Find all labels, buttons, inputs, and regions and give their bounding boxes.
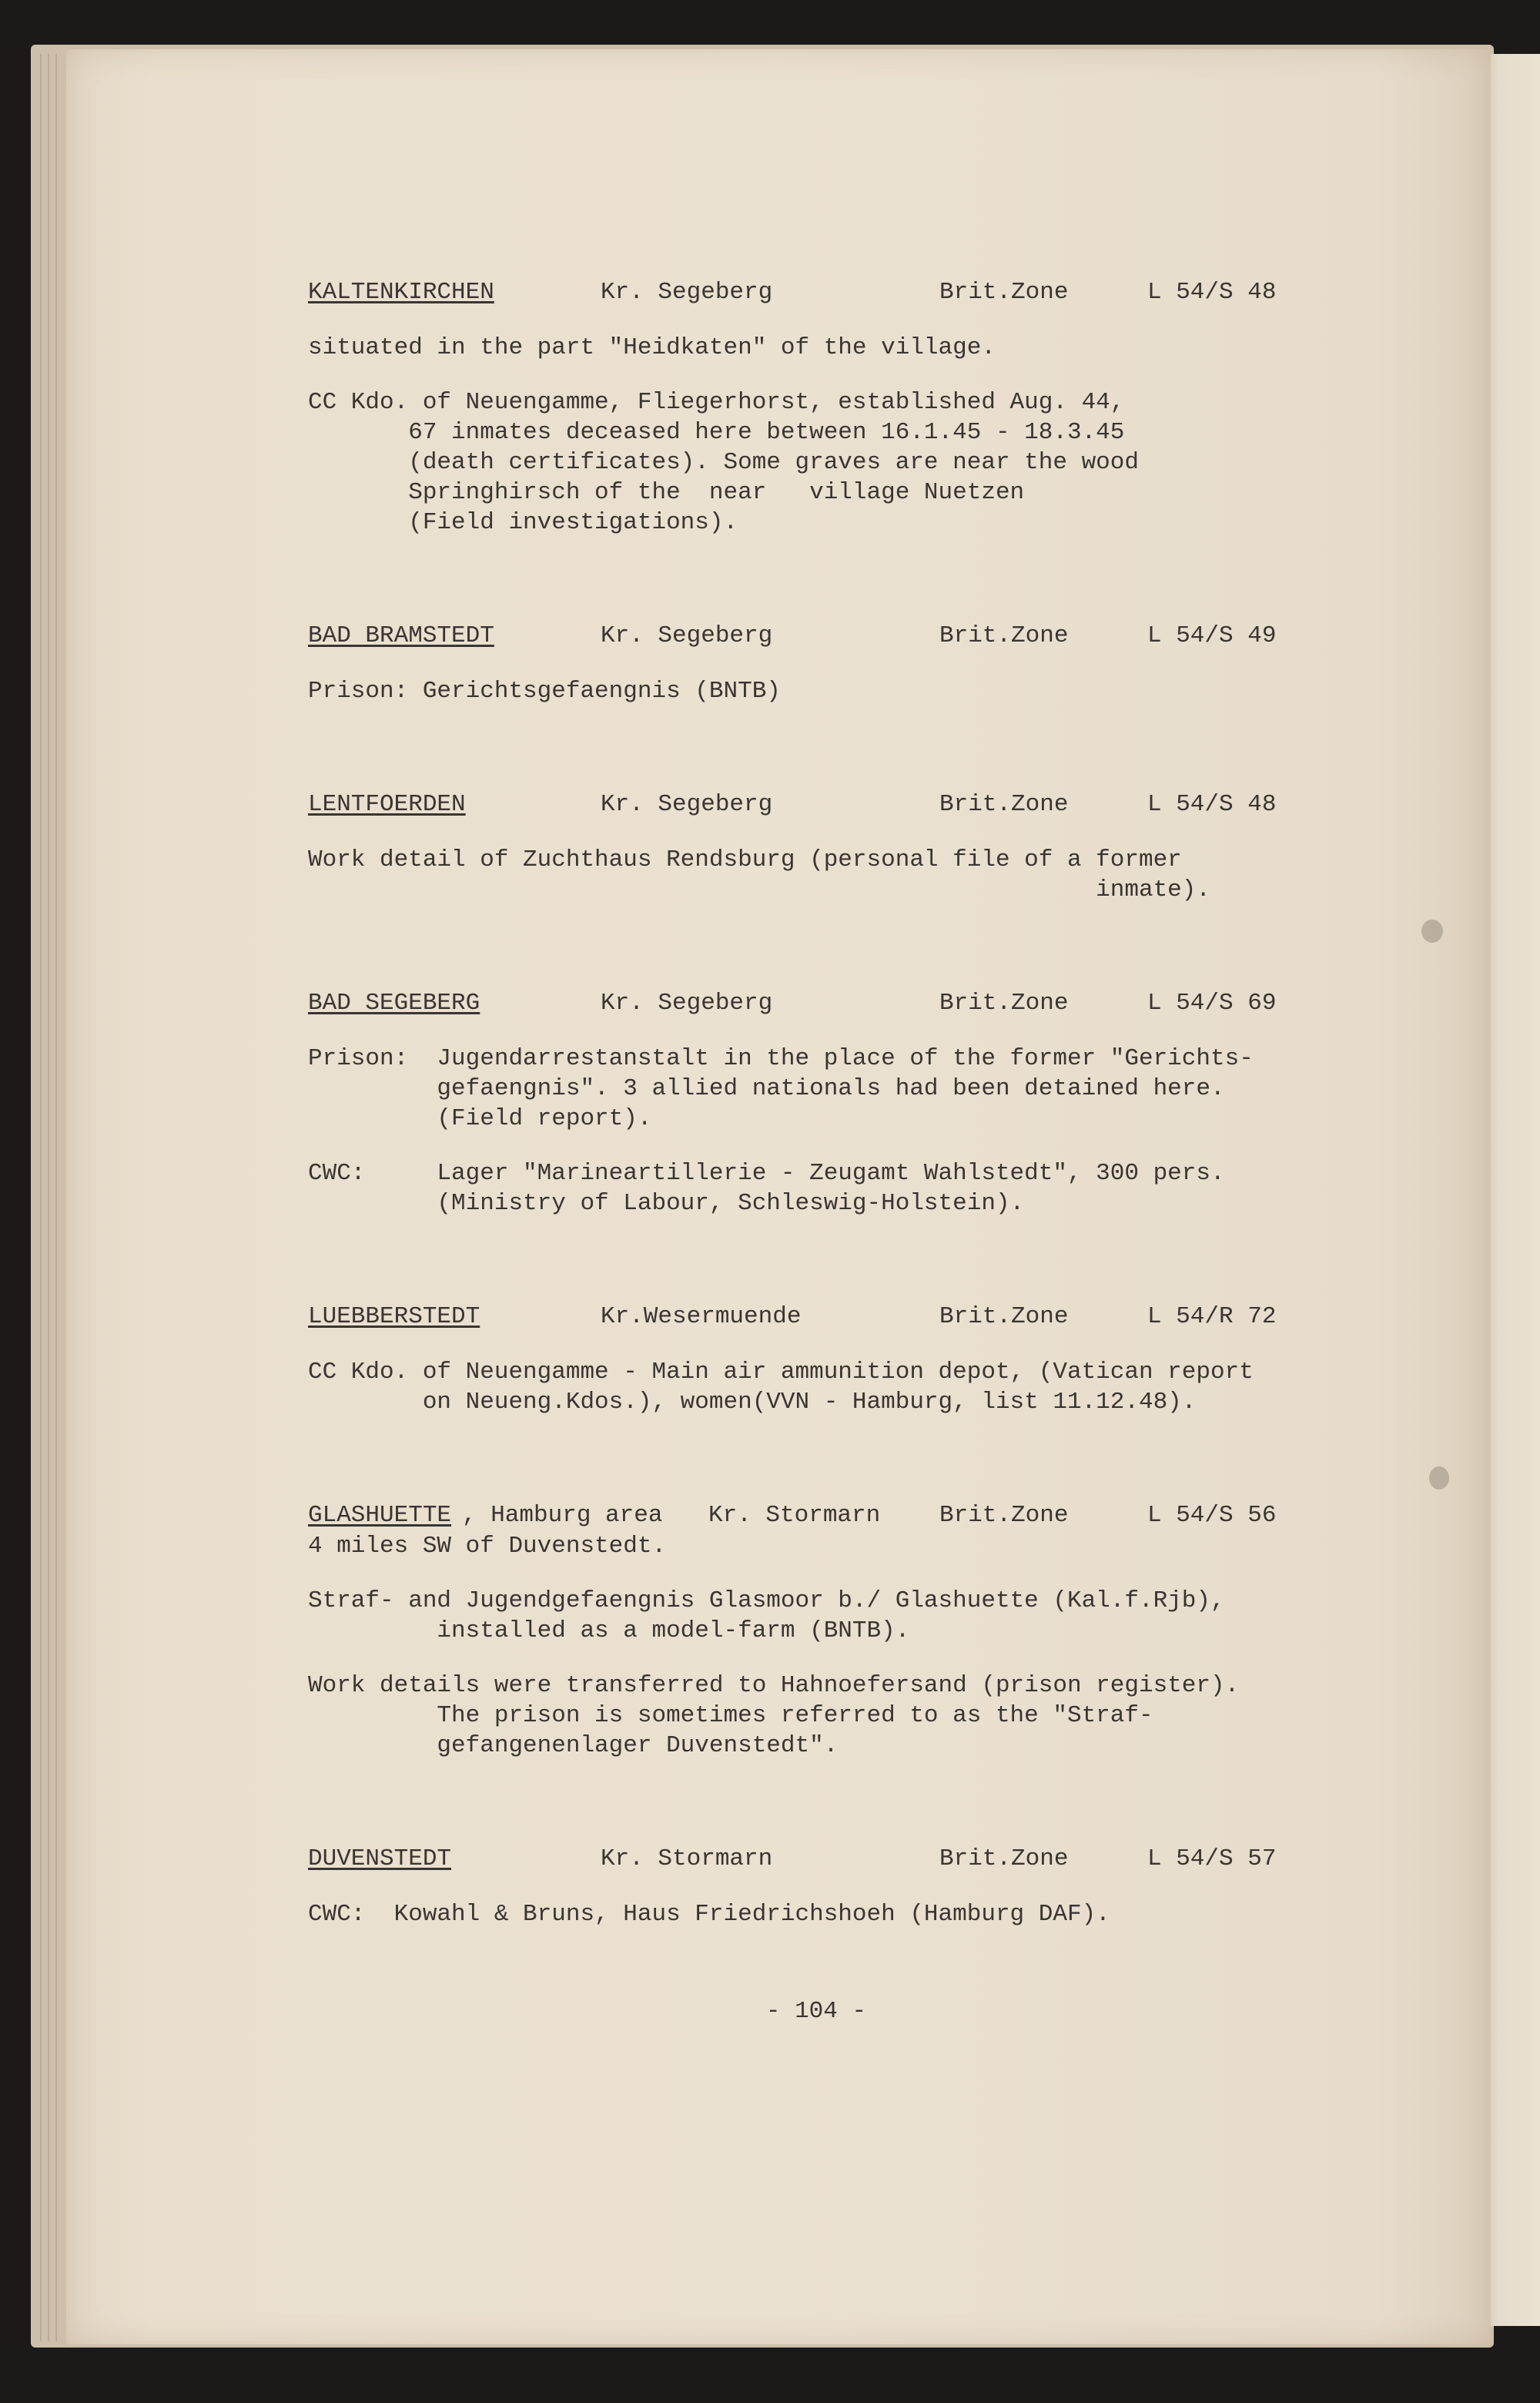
entry-paragraph: Work detail of Zuchthaus Rendsburg (personal file of a former inmate). — [308, 846, 1210, 903]
entry-place: KALTENKIRCHEN — [308, 279, 494, 306]
entry-place-suffix: , Hamburg area — [462, 1502, 663, 1529]
entry-zone: Brit.Zone — [939, 1502, 1069, 1529]
entry-district: Kr. Segeberg — [601, 990, 773, 1017]
entry-paragraph: 4 miles SW of Duvenstedt. — [308, 1533, 667, 1560]
entry-place: BAD BRAMSTEDT — [308, 622, 494, 649]
entry-place: GLASHUETTE — [308, 1502, 452, 1529]
entry-district: Kr. Segeberg — [601, 279, 773, 306]
page-leaf-line — [40, 54, 42, 2341]
punch-hole-mark — [1429, 1466, 1449, 1490]
entry-paragraph: Work details were transferred to Hahnoefersand (prison register). The prison is sometimes referred to as the "Straf- gefangenenlager Duvenstedt". — [308, 1672, 1240, 1759]
entry-place: LUEBBERSTEDT — [308, 1303, 480, 1330]
entry-zone: Brit.Zone — [939, 1845, 1069, 1872]
punch-hole-mark — [1421, 920, 1443, 943]
document-content — [308, 277, 1324, 2025]
entry-paragraph: CC Kdo. of Neuengamme - Main air ammunition depot, (Vatican report on Neueng.Kdos.), women(VVN - Hamburg, list 11.12.48). — [308, 1359, 1254, 1416]
entry-zone: Brit.Zone — [939, 990, 1069, 1017]
entry-header — [308, 621, 1324, 652]
entry-header — [308, 277, 1324, 308]
entry-paragraph: Prison: Jugendarrestanstalt in the place of the former "Gerichts- gefaengnis". 3 allied nationals had been detained here. (Field report). — [308, 1045, 1254, 1132]
entry-code: L 54/S 69 — [1147, 990, 1277, 1017]
entry-code: L 54/S 48 — [1147, 279, 1277, 306]
entry-district: Kr. Stormarn — [601, 1845, 773, 1872]
entry-header — [308, 1844, 1324, 1875]
entry-district: Kr. Segeberg — [601, 791, 773, 818]
entry-paragraph: situated in the part "Heidkaten" of the village. — [308, 334, 996, 361]
entry-code: L 54/S 48 — [1147, 791, 1277, 818]
entry-paragraph: CC Kdo. of Neuengamme, Fliegerhorst, established Aug. 44, 67 inmates deceased here between 16.1.45 - 18.3.45 (death certificates). Some graves are near the wood Springhirsch of the near village Nuetzen (Field investigations). — [308, 389, 1139, 536]
entry-header — [308, 988, 1324, 1019]
entry-code: L 54/S 56 — [1147, 1502, 1277, 1529]
entry-district: Kr. Segeberg — [601, 622, 773, 649]
entry-paragraph: Prison: Gerichtsgefaengnis (BNTB) — [308, 678, 781, 705]
entry-zone: Brit.Zone — [939, 1303, 1069, 1330]
entry-code: L 54/S 57 — [1147, 1845, 1277, 1872]
entry-paragraph: CWC: Lager "Marineartillerie - Zeugamt Wahlstedt", 300 pers. (Ministry of Labour, Schleswig-Holstein). — [308, 1160, 1225, 1217]
entry-header — [308, 1302, 1324, 1332]
entry-place: DUVENSTEDT — [308, 1845, 452, 1872]
entry-zone: Brit.Zone — [939, 622, 1069, 649]
entry-code: L 54/R 72 — [1147, 1303, 1277, 1330]
entry-paragraph: CWC: Kowahl & Bruns, Haus Friedrichshoeh (Hamburg DAF). — [308, 1901, 1110, 1928]
entry-header — [308, 1500, 1324, 1531]
page-leaf-line — [48, 54, 49, 2341]
entry-place: BAD SEGEBERG — [308, 990, 480, 1017]
entry-district: Kr.Wesermuende — [601, 1303, 802, 1330]
page-leaf-line — [55, 54, 57, 2341]
entry-place: LENTFOERDEN — [308, 791, 466, 818]
entry-header — [308, 789, 1324, 820]
entry-paragraph: Straf- and Jugendgefaengnis Glasmoor b./ Glashuette (Kal.f.Rjb), installed as a model-farm (BNTB). — [308, 1587, 1225, 1644]
entry-zone: Brit.Zone — [939, 279, 1069, 306]
entry-zone: Brit.Zone — [939, 791, 1069, 818]
entry-district: Kr. Stormarn — [708, 1502, 881, 1529]
entry-code: L 54/S 49 — [1147, 622, 1277, 649]
page-number: - 104 - — [765, 1998, 867, 2025]
